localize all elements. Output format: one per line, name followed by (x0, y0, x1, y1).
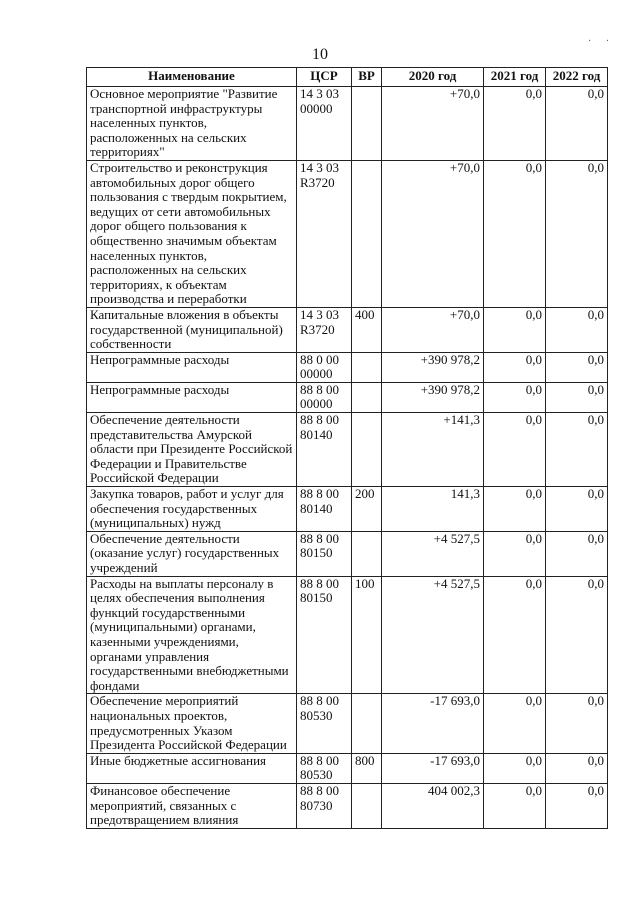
row-name-cell: Непрограммные расходы (87, 352, 297, 382)
row-vr-cell (352, 87, 382, 161)
row-name-cell: Основное мероприятие "Развитие транспортной инфраструктуры населенных пунктов, расположенных на сельских территориях" (87, 87, 297, 161)
row-2020-cell: +4 527,5 (382, 531, 484, 576)
row-name-cell: Обеспечение мероприятий национальных проектов, предусмотренных Указом Президента Российской Федерации (87, 694, 297, 753)
row-2022-cell: 0,0 (546, 352, 608, 382)
table-row (87, 783, 608, 828)
row-csr-cell: 88 8 00 00000 (297, 382, 352, 412)
row-csr-cell: 88 8 00 80530 (297, 753, 352, 783)
table-row (87, 352, 608, 382)
row-csr-cell: 88 8 00 80730 (297, 783, 352, 828)
row-2022-cell: 0,0 (546, 694, 608, 753)
row-2022-cell: 0,0 (546, 307, 608, 352)
row-vr-cell: 100 (352, 576, 382, 694)
row-csr-cell: 88 8 00 80140 (297, 487, 352, 532)
row-vr-cell: 800 (352, 753, 382, 783)
header-2022: 2022 год (546, 68, 608, 87)
table-row (87, 753, 608, 783)
row-vr-cell: 400 (352, 307, 382, 352)
row-2020-cell: 404 002,3 (382, 783, 484, 828)
row-2021-cell: 0,0 (484, 531, 546, 576)
table-row (87, 576, 608, 694)
row-2020-cell: +4 527,5 (382, 576, 484, 694)
row-name-cell: Закупка товаров, работ и услуг для обеспечения государственных (муниципальных) нужд (87, 487, 297, 532)
table-row (87, 487, 608, 532)
row-2022-cell: 0,0 (546, 487, 608, 532)
row-2020-cell: +70,0 (382, 160, 484, 307)
row-2021-cell: 0,0 (484, 694, 546, 753)
row-2022-cell: 0,0 (546, 783, 608, 828)
row-2022-cell: 0,0 (546, 382, 608, 412)
row-name-cell: Расходы на выплаты персоналу в целях обеспечения выполнения функций государственными (муниципальными) органами, казенными учреждениями, органами управления государственными внебюджетными фондами (87, 576, 297, 694)
header-2020: 2020 год (382, 68, 484, 87)
row-vr-cell (352, 694, 382, 753)
row-name-cell: Обеспечение деятельности представительства Амурской области при Президенте Российской Федерации и Правительстве Российской Федерации (87, 413, 297, 487)
row-name-cell: Иные бюджетные ассигнования (87, 753, 297, 783)
row-2021-cell: 0,0 (484, 783, 546, 828)
row-name-cell: Капитальные вложения в объекты государственной (муниципальной) собственности (87, 307, 297, 352)
row-2022-cell: 0,0 (546, 531, 608, 576)
row-vr-cell (352, 382, 382, 412)
row-vr-cell (352, 160, 382, 307)
row-csr-cell: 88 8 00 80150 (297, 576, 352, 694)
row-2021-cell: 0,0 (484, 160, 546, 307)
row-csr-cell: 14 3 03 R3720 (297, 160, 352, 307)
row-name-cell: Обеспечение деятельности (оказание услуг) государственных учреждений (87, 531, 297, 576)
row-csr-cell: 14 3 03 R3720 (297, 307, 352, 352)
row-2022-cell: 0,0 (546, 160, 608, 307)
row-csr-cell: 88 8 00 80140 (297, 413, 352, 487)
row-2020-cell: +390 978,2 (382, 352, 484, 382)
row-csr-cell: 88 8 00 80150 (297, 531, 352, 576)
row-name-cell: Непрограммные расходы (87, 382, 297, 412)
table-row (87, 413, 608, 487)
row-vr-cell (352, 531, 382, 576)
row-2021-cell: 0,0 (484, 87, 546, 161)
table-row (87, 694, 608, 753)
row-2021-cell: 0,0 (484, 352, 546, 382)
row-2020-cell: +70,0 (382, 307, 484, 352)
row-vr-cell (352, 783, 382, 828)
row-2020-cell: +70,0 (382, 87, 484, 161)
header-csr: ЦСР (297, 68, 352, 87)
row-2021-cell: 0,0 (484, 487, 546, 532)
row-2022-cell: 0,0 (546, 576, 608, 694)
table-row (87, 307, 608, 352)
table-row (87, 160, 608, 307)
row-2021-cell: 0,0 (484, 382, 546, 412)
table-row (87, 87, 608, 161)
row-2022-cell: 0,0 (546, 753, 608, 783)
row-vr-cell (352, 352, 382, 382)
row-2020-cell: 141,3 (382, 487, 484, 532)
scan-artifact-marks: · · (588, 36, 616, 47)
row-name-cell: Строительство и реконструкция автомобильных дорог общего пользования с твердым покрытием, ведущих от сети автомобильных дорог общего пользования к общественно значимым объектам населенных пунктов, расположенных на сельских территориях, к объектам производства и переработки (87, 160, 297, 307)
table-row (87, 382, 608, 412)
row-2022-cell: 0,0 (546, 87, 608, 161)
page-number: 10 (312, 46, 328, 63)
table-header-row (87, 68, 608, 87)
row-2020-cell: -17 693,0 (382, 753, 484, 783)
table-body (87, 87, 608, 829)
row-2020-cell: +390 978,2 (382, 382, 484, 412)
row-vr-cell: 200 (352, 487, 382, 532)
row-vr-cell (352, 413, 382, 487)
header-2021: 2021 год (484, 68, 546, 87)
row-name-cell: Финансовое обеспечение мероприятий, связанных с предотвращением влияния (87, 783, 297, 828)
row-csr-cell: 88 8 00 80530 (297, 694, 352, 753)
row-2021-cell: 0,0 (484, 307, 546, 352)
row-2022-cell: 0,0 (546, 413, 608, 487)
table-row (87, 531, 608, 576)
row-csr-cell: 14 3 03 00000 (297, 87, 352, 161)
row-2021-cell: 0,0 (484, 413, 546, 487)
row-2020-cell: -17 693,0 (382, 694, 484, 753)
budget-table (86, 67, 608, 829)
row-csr-cell: 88 0 00 00000 (297, 352, 352, 382)
row-2021-cell: 0,0 (484, 576, 546, 694)
header-name: Наименование (87, 68, 297, 87)
header-vr: ВР (352, 68, 382, 87)
row-2021-cell: 0,0 (484, 753, 546, 783)
row-2020-cell: +141,3 (382, 413, 484, 487)
